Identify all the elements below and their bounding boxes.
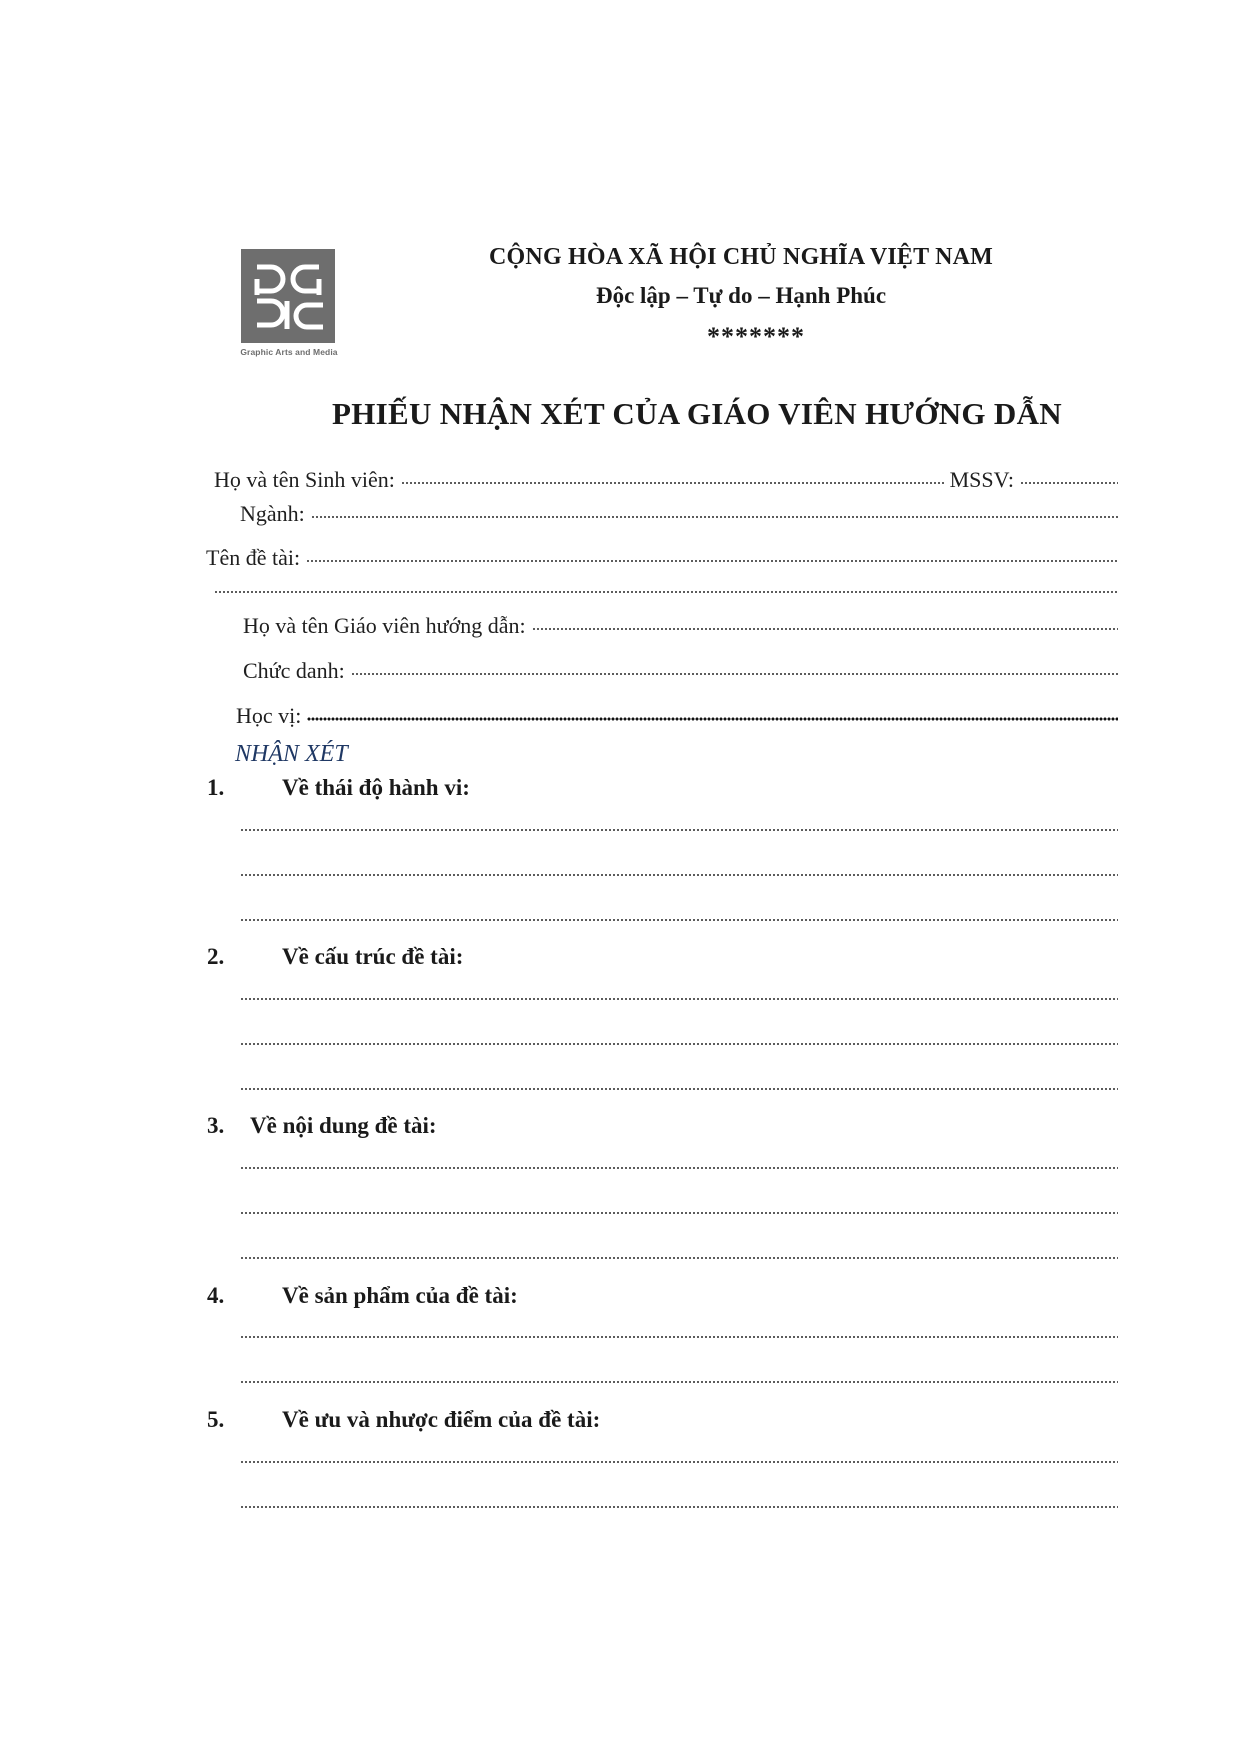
stars-divider: ******* [707, 322, 805, 351]
advisor-row [243, 607, 1118, 639]
answer-line[interactable] [240, 918, 1118, 924]
topic-label: Tên đề tài: [206, 545, 301, 570]
question-2 [207, 944, 463, 970]
question-4 [207, 1283, 518, 1309]
question-label: Về nội dung đề tài: [250, 1113, 437, 1138]
motto: Độc lập – Tự do – Hạnh Phúc [595, 283, 887, 308]
major-field[interactable] [311, 495, 1118, 521]
topic-field[interactable] [306, 539, 1118, 565]
nation-heading: CỘNG HÒA XÃ HỘI CHỦ NGHĨA VIỆT NAM [489, 244, 993, 270]
question-1 [207, 775, 470, 801]
student-name-row [214, 461, 1118, 493]
logo-caption: Graphic Arts and Media [240, 347, 338, 357]
student-id-field[interactable] [1020, 461, 1118, 487]
question-5 [207, 1407, 600, 1433]
position-row [243, 652, 1118, 684]
question-number: 2. [207, 944, 225, 969]
answer-line[interactable] [240, 1087, 1118, 1093]
question-number: 1. [207, 775, 225, 800]
answer-line[interactable] [240, 828, 1118, 834]
major-label: Ngành: [240, 501, 305, 526]
answer-line[interactable] [240, 1380, 1118, 1386]
answer-line[interactable] [240, 997, 1118, 1003]
position-label: Chức danh: [243, 658, 345, 683]
question-label: Về thái độ hành vi: [282, 775, 470, 800]
question-label: Về sản phẩm của đề tài: [282, 1283, 518, 1308]
answer-line[interactable] [240, 1166, 1118, 1172]
answer-line[interactable] [240, 1460, 1118, 1466]
question-number: 3. [207, 1113, 225, 1138]
question-label: Về cấu trúc đề tài: [282, 944, 464, 969]
answer-line[interactable] [240, 1256, 1118, 1262]
question-number: 5. [207, 1407, 225, 1432]
student-name-field[interactable] [401, 461, 944, 487]
major-row [240, 495, 1118, 527]
answer-line[interactable] [240, 1042, 1118, 1048]
answer-line[interactable] [240, 1505, 1118, 1511]
topic-continuation-field[interactable] [214, 590, 1118, 596]
section-heading: NHẬN XÉT [235, 741, 348, 767]
topic-row [206, 539, 1118, 571]
degree-field[interactable] [307, 697, 1118, 723]
advisor-name-label: Họ và tên Giáo viên hướng dẫn: [243, 613, 526, 638]
position-field[interactable] [351, 652, 1118, 678]
advisor-name-field[interactable] [532, 607, 1118, 633]
answer-line[interactable] [240, 1335, 1118, 1341]
answer-line[interactable] [240, 1211, 1118, 1217]
degree-row [236, 697, 1118, 729]
question-3 [207, 1113, 437, 1139]
question-number: 4. [207, 1283, 225, 1308]
degree-label: Học vị: [236, 703, 302, 728]
student-id-label: MSSV: [949, 467, 1014, 492]
question-label: Về ưu và nhược điểm của đề tài: [282, 1407, 601, 1432]
answer-line[interactable] [240, 873, 1118, 879]
page-title: PHIẾU NHẬN XÉT CỦA GIÁO VIÊN HƯỚNG DẪN [332, 396, 1062, 431]
student-name-label: Họ và tên Sinh viên: [214, 467, 395, 492]
